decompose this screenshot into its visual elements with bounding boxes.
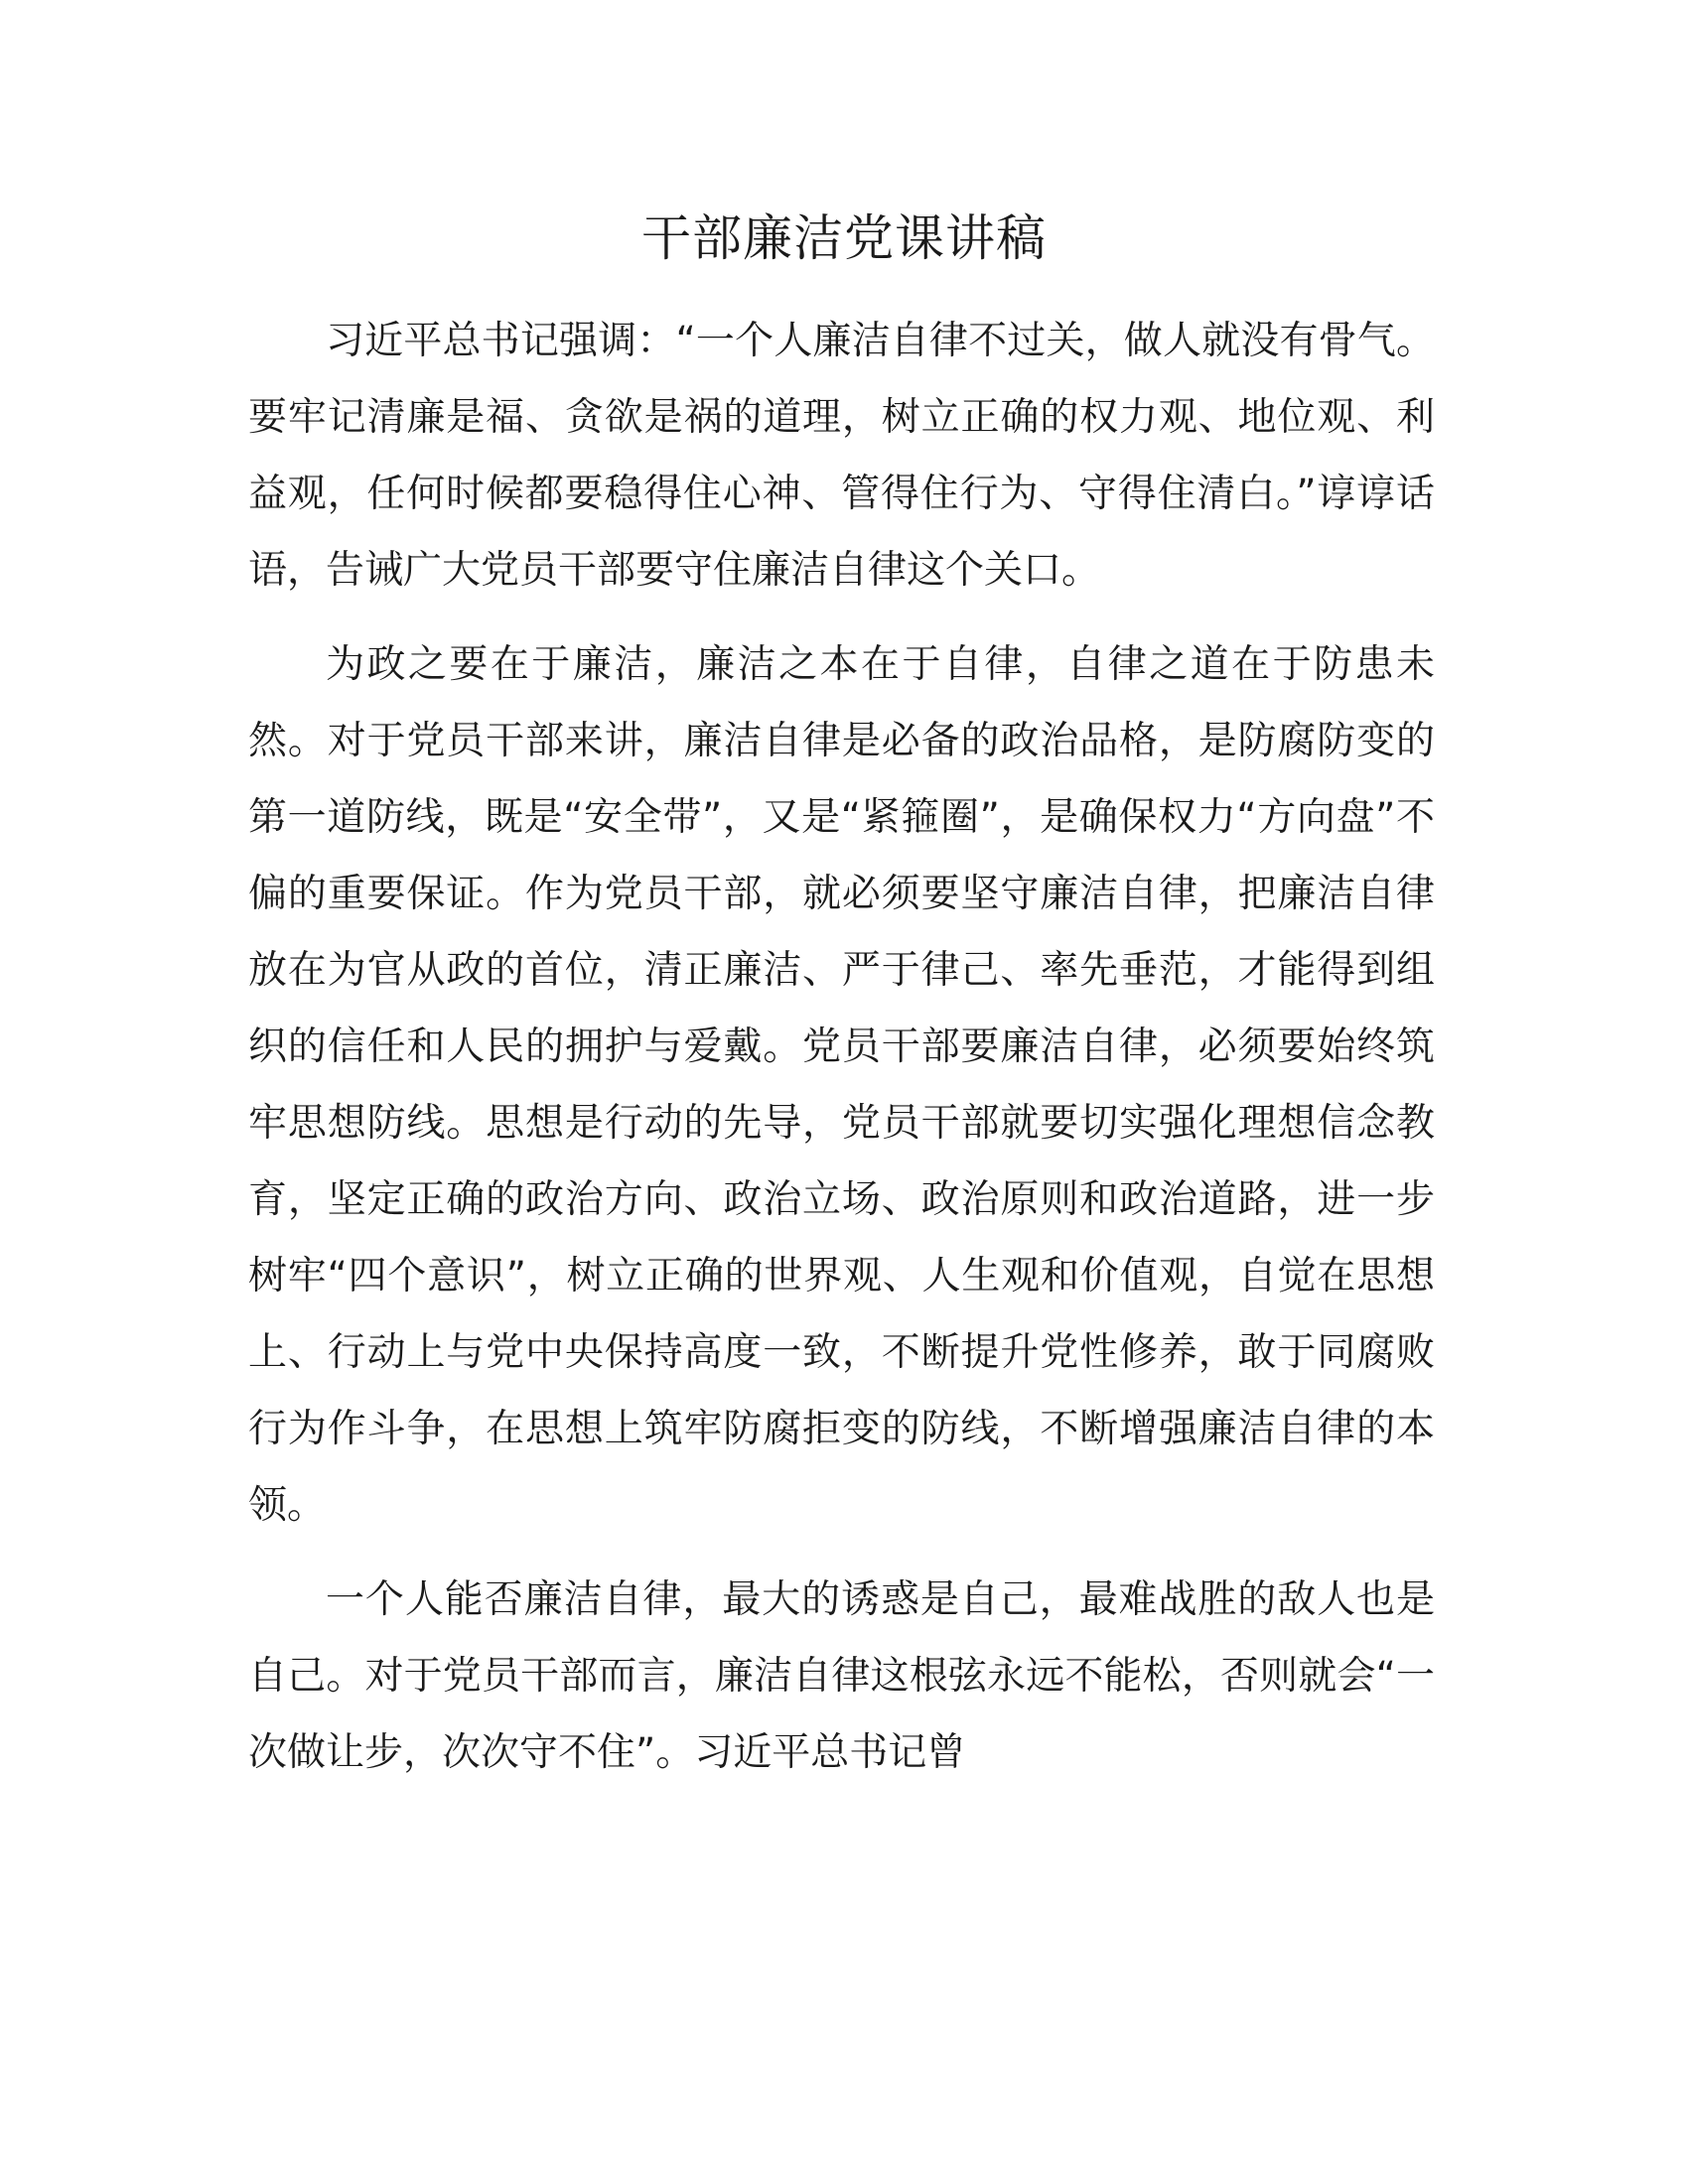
document-body — [248, 303, 1435, 1809]
document-title: 干部廉洁党课讲稿 — [641, 209, 1047, 267]
paragraph-2: 为政之要在于廉洁，廉洁之本在于自律，自律之道在于防患未然。对于党员干部来讲，廉洁自律是必备的政治品格，是防腐防变的第一道防线，既是“安全带”，又是“紧箍圈”，是确保权力“方向盘”不偏的重要保证。作为党员干部，就必须要坚守廉洁自律，把廉洁自律放在为官从政的首位，清正廉洁、严于律己、率先垂范，才能得到组织的信任和人民的拥护与爱戴。党员干部要廉洁自律，必须要始终筑牢思想防线。思想是行动的先导，党员干部就要切实强化理想信念教育，坚定正确的政治方向、政治立场、政治原则和政治道路，进一步树牢“四个意识”，树立正确的世界观、人生观和价值观，自觉在思想上、行动上与党中央保持高度一致，不断提升党性修养，敢于同腐败行为作斗争，在思想上筑牢防腐拒变的防线，不断增强廉洁自律的本领。 — [248, 642, 1435, 1528]
paragraph-3: 一个人能否廉洁自律，最大的诱惑是自己，最难战胜的敌人也是自己。对于党员干部而言，廉洁自律这根弦永远不能松，否则就会“一次做让步，次次守不住”。习近平总书记曾 — [248, 1577, 1435, 1775]
paragraph-1: 习近平总书记强调：“一个人廉洁自律不过关，做人就没有骨气。要牢记清廉是福、贪欲是祸的道理，树立正确的权力观、地位观、利益观，任何时候都要稳得住心神、管得住行为、守得住清白。”谆谆话语，告诫广大党员干部要守住廉洁自律这个关口。 — [248, 319, 1435, 593]
